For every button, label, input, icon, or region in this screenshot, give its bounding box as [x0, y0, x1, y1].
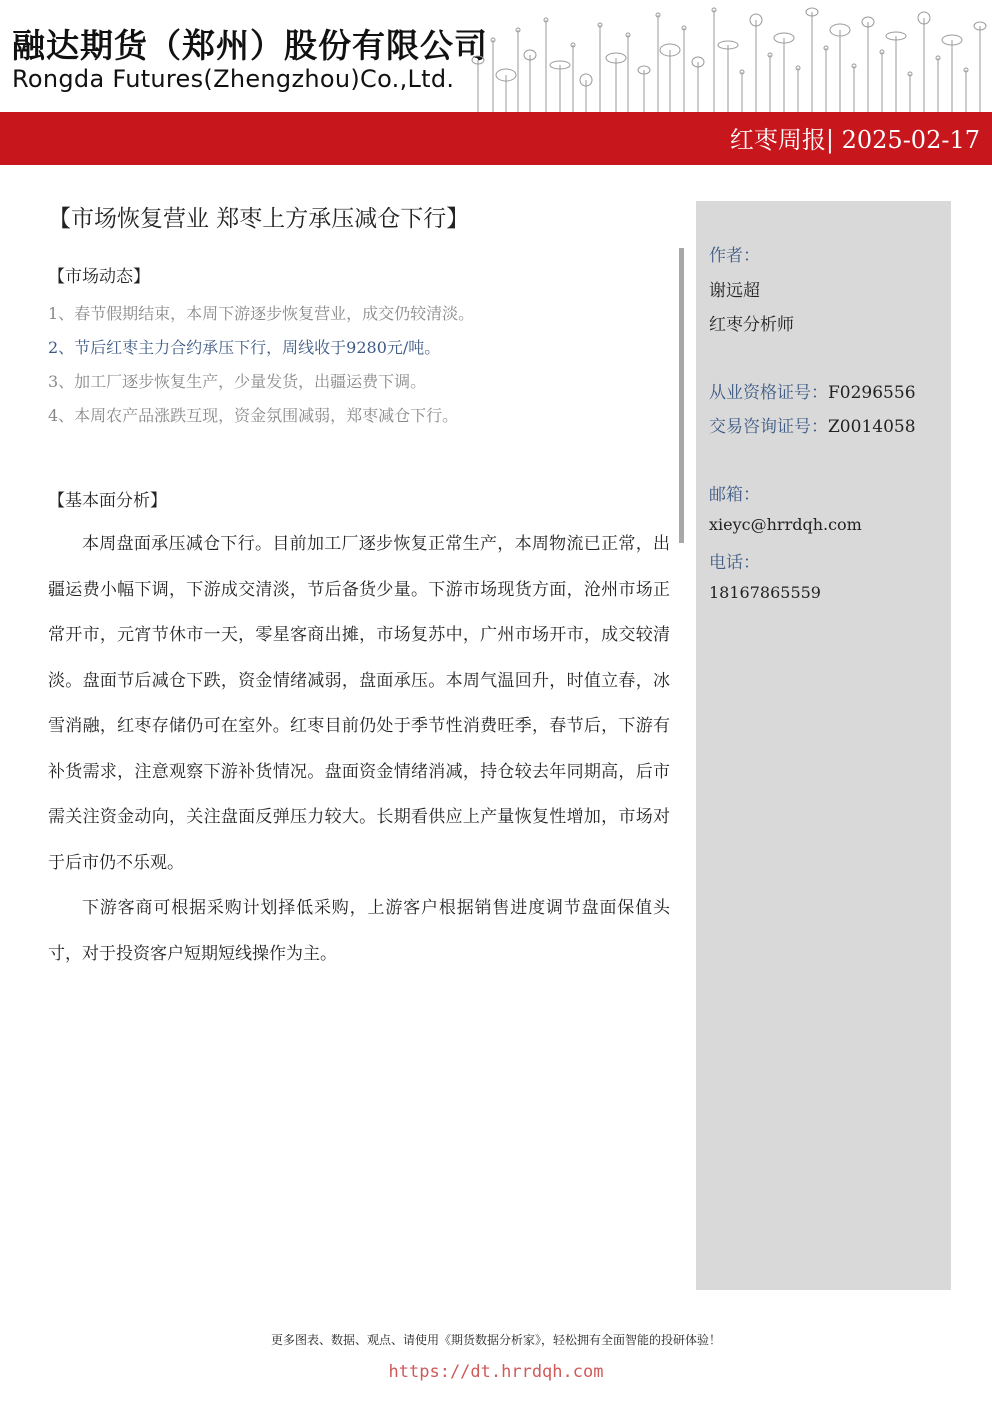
- fundamental-analysis-heading: 【基本面分析】: [48, 491, 167, 511]
- analysis-paragraph: 本周盘面承压减仓下行。目前加工厂逐步恢复正常生产，本周物流已正常，出疆运费小幅下调，下游成交清淡，节后备货少量。下游市场现货方面，沧州市场正常开市，元宵节休市一天，零星客商出摊，市场复苏中，广州市场开市，成交较清淡。盘面节后减仓下跌，资金情绪减弱，盘面承压。本周气温回升，时值立春，冰雪消融，红枣存储仍可在室外。红枣目前仍处于季节性消费旺季，春节后，下游有补货需求，注意观察下游补货情况。盘面资金情绪消减，持仓较去年同期高，后市需关注资金动向，关注盘面反弹压力较大。长期看供应上产量恢复性增加，市场对于后市仍不乐观。: [48, 534, 670, 873]
- market-dynamics-heading: 【市场动态】: [48, 267, 150, 287]
- author-title: 红枣分析师: [709, 315, 794, 335]
- phone-value: 18167865559: [709, 583, 821, 602]
- list-item: 1、春节假期结束，本周下游逐步恢复营业，成交仍较清淡。: [48, 304, 475, 323]
- company-name-en: Rongda Futures(Zhengzhou)Co.,Ltd.: [12, 65, 455, 93]
- phone-label: 电话：: [709, 553, 760, 573]
- vertical-divider: [679, 248, 684, 543]
- analysis-paragraph: 下游客商可根据采购计划择低采购，上游客户根据销售进度调节盘面保值头寸，对于投资客户短期短线操作为主。: [48, 898, 670, 964]
- analysis-body: [48, 522, 670, 977]
- footer-link[interactable]: https://dt.hrrdqh.com: [388, 1362, 604, 1382]
- list-item: 2、节后红枣主力合约承压下行，周线收于9280元/吨。: [48, 338, 441, 357]
- report-type-date: 红枣周报| 2025-02-17: [729, 126, 980, 154]
- footer-note: 更多图表、数据、观点、请使用《期货数据分析家》，轻松拥有全面智能的投研体验！: [270, 1333, 721, 1347]
- author-label: 作者：: [709, 246, 760, 266]
- list-item: 3、加工厂逐步恢复生产，少量发货，出疆运费下调。: [48, 372, 427, 391]
- consult-label: 交易咨询证号：: [709, 417, 828, 437]
- company-name-cn: 融达期货（郑州）股份有限公司: [12, 26, 488, 65]
- list-item: 4、本周农产品涨跌互现，资金氛围减弱，郑枣减仓下行。: [48, 406, 459, 425]
- author-sidebar: [696, 201, 951, 1290]
- page-title: 【市场恢复营业 郑枣上方承压减仓下行】: [48, 206, 470, 232]
- email-label: 邮箱：: [709, 485, 760, 505]
- consult-row: [709, 412, 916, 437]
- report-banner: [0, 112, 992, 165]
- qualification-label: 从业资格证号：: [709, 383, 828, 403]
- consult-value: Z0014058: [828, 417, 916, 437]
- email-value[interactable]: xieyc@hrrdqh.com: [709, 515, 862, 534]
- author-name: 谢远超: [709, 281, 760, 301]
- qualification-value: F0296556: [828, 383, 916, 403]
- decorative-lines-graphic: [458, 0, 992, 112]
- page-header: [0, 0, 992, 112]
- qualification-row: [709, 378, 916, 403]
